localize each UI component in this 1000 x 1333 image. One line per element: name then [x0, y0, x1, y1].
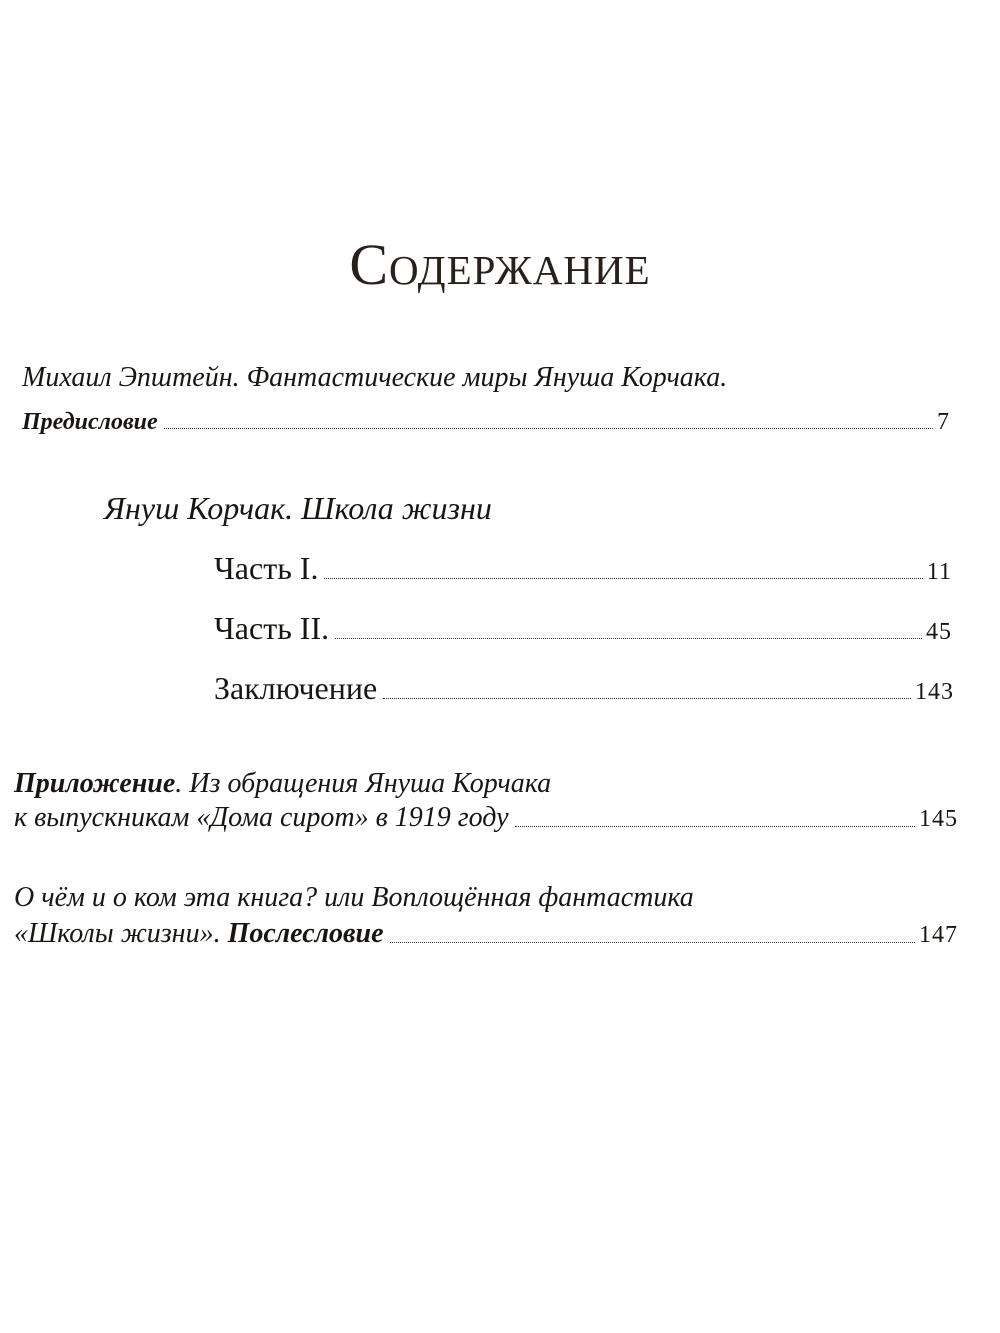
toc-title: Содержание	[349, 232, 651, 297]
dot-leader	[324, 577, 922, 579]
toc-entry-part-1[interactable]	[214, 552, 952, 584]
appendix-label: Приложение	[14, 768, 176, 799]
dot-leader	[383, 697, 911, 699]
foreword-author-title: Михаил Эпштейн. Фантастические миры Януша Корчака.	[22, 362, 728, 393]
toc-entry-conclusion[interactable]	[214, 672, 954, 704]
appendix-title-end: к выпускникам «Дома сирот» в 1919 году	[14, 802, 509, 833]
toc-entry-afterword[interactable]	[14, 920, 958, 948]
toc-entry-foreword[interactable]	[22, 410, 950, 434]
page-number: 7	[937, 409, 950, 435]
part-label: Часть II.	[214, 610, 330, 646]
part-label: Часть I.	[214, 550, 319, 586]
part-label: Заключение	[214, 670, 378, 706]
toc-entry-part-2[interactable]	[214, 612, 952, 644]
dot-leader	[164, 427, 933, 429]
appendix-line-1	[14, 770, 551, 798]
dot-leader	[515, 825, 915, 827]
page-number: 143	[915, 679, 954, 705]
afterword-line-1: О чём и о ком эта книга? или Воплощённая фантастика	[14, 882, 694, 913]
dot-leader	[390, 941, 915, 943]
toc-entry-appendix[interactable]	[14, 804, 958, 832]
main-work-heading: Януш Корчак. Школа жизни	[104, 490, 492, 526]
page-number: 11	[926, 559, 952, 585]
dot-leader	[335, 637, 922, 639]
afterword-prefix: «Школы жизни».	[14, 918, 228, 949]
afterword-title-end	[14, 920, 384, 948]
page-number: 45	[926, 619, 952, 645]
appendix-title-start: . Из обращения Януша Корчака	[175, 768, 552, 799]
foreword-label: Предисловие	[22, 409, 158, 435]
page-number: 147	[919, 922, 958, 948]
afterword-label: Послесловие	[227, 918, 384, 949]
page-number: 145	[919, 806, 958, 832]
